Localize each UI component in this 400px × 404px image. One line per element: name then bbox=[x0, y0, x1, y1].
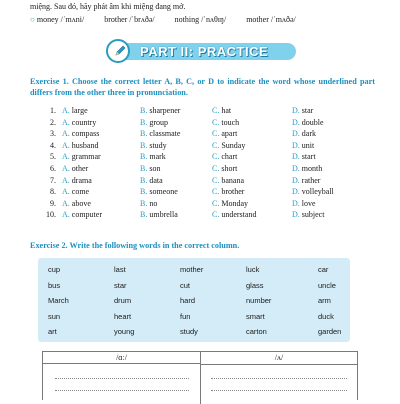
option-word: Monday bbox=[221, 198, 249, 208]
option-letter: B. bbox=[140, 152, 150, 162]
option-c[interactable] bbox=[212, 209, 256, 221]
option-word: classmate bbox=[149, 129, 181, 139]
answer-line[interactable] bbox=[55, 390, 189, 391]
example-ipa: /ˈmʌni/ bbox=[60, 15, 85, 24]
option-letter: D. bbox=[292, 140, 302, 150]
option-letter: B. bbox=[140, 129, 150, 139]
option-letter: C. bbox=[212, 152, 222, 162]
word-bank-item: March bbox=[48, 296, 69, 305]
word-bank-item: sun bbox=[48, 311, 61, 321]
option-letter: D. bbox=[292, 117, 302, 127]
question-row bbox=[40, 105, 380, 117]
word-bank-item: star bbox=[114, 280, 127, 290]
option-word: chart bbox=[221, 152, 238, 162]
question-row bbox=[40, 209, 380, 221]
option-letter: A. bbox=[62, 187, 72, 197]
word-bank-item: mother bbox=[180, 265, 204, 274]
question-number: 1. bbox=[50, 106, 56, 115]
exercise1-title: Exercise 1. Choose the correct letter A, B, C, or D to indicate the word whose underlined part differs from the other three in pronunciation. bbox=[30, 77, 375, 97]
option-letter: C. bbox=[212, 106, 222, 115]
option-c[interactable] bbox=[212, 163, 237, 175]
word-bank-item: last bbox=[114, 265, 126, 274]
option-letter: D. bbox=[292, 164, 302, 173]
question-number: 4. bbox=[50, 140, 56, 150]
word-bank-item: arm bbox=[318, 296, 331, 305]
option-a[interactable] bbox=[62, 128, 99, 140]
option-c[interactable] bbox=[212, 140, 245, 152]
option-word: drama bbox=[71, 175, 92, 185]
pencil-icon bbox=[113, 44, 127, 58]
answer-line[interactable] bbox=[211, 378, 347, 379]
word-bank-item: duck bbox=[318, 311, 334, 321]
word-bank-item: cup bbox=[48, 265, 61, 274]
option-letter: A. bbox=[62, 198, 72, 208]
option-letter: A. bbox=[62, 210, 72, 220]
option-word: study bbox=[149, 140, 167, 150]
option-letter: D. bbox=[292, 198, 302, 208]
option-word: unit bbox=[301, 140, 315, 150]
intro-example bbox=[246, 14, 296, 25]
option-letter: A. bbox=[62, 152, 72, 162]
option-word: understand bbox=[221, 210, 257, 220]
question-number: 8. bbox=[50, 187, 56, 197]
option-word: volleyball bbox=[301, 187, 334, 197]
option-a[interactable] bbox=[62, 140, 98, 152]
option-b[interactable] bbox=[140, 186, 178, 198]
example-word: money bbox=[36, 15, 59, 24]
option-letter: B. bbox=[140, 140, 150, 150]
word-bank-row bbox=[38, 263, 350, 276]
word-bank-item: young bbox=[114, 327, 135, 336]
option-c[interactable] bbox=[212, 105, 231, 117]
option-c[interactable] bbox=[212, 128, 237, 140]
option-b[interactable] bbox=[140, 151, 166, 163]
word-bank-item: study bbox=[180, 327, 198, 336]
option-letter: C. bbox=[212, 187, 222, 197]
option-letter: B. bbox=[140, 187, 150, 197]
option-letter: C. bbox=[212, 140, 222, 150]
question-row bbox=[40, 117, 380, 129]
option-letter: D. bbox=[292, 152, 302, 162]
example-word: mother bbox=[246, 15, 269, 24]
option-letter: D. bbox=[292, 210, 302, 220]
option-letter: D. bbox=[292, 175, 302, 185]
example-ipa: /ˈbrʌðə/ bbox=[129, 15, 155, 24]
question-number: 3. bbox=[50, 129, 56, 139]
banner-title: PART II: PRACTICE bbox=[140, 44, 269, 59]
option-a[interactable] bbox=[62, 186, 89, 198]
option-a[interactable] bbox=[62, 117, 96, 129]
option-letter: C. bbox=[212, 164, 222, 173]
option-c[interactable] bbox=[212, 151, 237, 163]
option-letter: C. bbox=[212, 117, 222, 127]
option-c[interactable] bbox=[212, 186, 244, 198]
word-bank-item: uncle bbox=[318, 280, 336, 290]
option-d[interactable] bbox=[292, 209, 324, 221]
question-row bbox=[40, 175, 380, 187]
option-b[interactable] bbox=[140, 163, 160, 175]
question-row bbox=[40, 163, 380, 175]
word-bank-item: carton bbox=[246, 327, 267, 336]
option-word: compass bbox=[71, 129, 100, 139]
option-letter: D. bbox=[292, 129, 302, 139]
option-word: apart bbox=[221, 129, 238, 139]
example-word: nothing bbox=[174, 15, 200, 24]
option-word: love bbox=[301, 198, 316, 208]
question-row bbox=[40, 151, 380, 163]
option-word: start bbox=[301, 152, 316, 162]
word-bank-row bbox=[38, 325, 350, 338]
option-letter: A. bbox=[62, 129, 72, 139]
word-bank-item: hard bbox=[180, 296, 196, 305]
word-bank-item: art bbox=[48, 327, 57, 336]
example-ipa: /ˈnʌθɪŋ/ bbox=[201, 15, 227, 24]
option-word: above bbox=[71, 198, 91, 208]
option-letter: A. bbox=[62, 164, 72, 173]
intro-example bbox=[104, 14, 154, 25]
intro-text: miệng. Sau đó, hãy phát âm khi miệng đang mở. bbox=[30, 2, 186, 11]
word-bank bbox=[38, 258, 350, 342]
option-word: subject bbox=[301, 210, 325, 220]
option-c[interactable] bbox=[212, 175, 244, 187]
option-c[interactable] bbox=[212, 198, 248, 210]
word-bank-item: drum bbox=[114, 296, 132, 305]
option-word: double bbox=[301, 117, 324, 127]
intro-examples bbox=[30, 14, 314, 25]
option-c[interactable] bbox=[212, 117, 239, 129]
question-row bbox=[40, 186, 380, 198]
option-d[interactable] bbox=[292, 186, 334, 198]
word-bank-item: glass bbox=[246, 280, 264, 290]
option-d[interactable] bbox=[292, 105, 313, 117]
example-ipa: /ˈmʌðə/ bbox=[270, 15, 296, 24]
option-a[interactable] bbox=[62, 163, 88, 175]
question-number: 6. bbox=[50, 164, 56, 173]
option-letter: A. bbox=[62, 106, 72, 115]
option-word: no bbox=[149, 198, 158, 208]
option-word: someone bbox=[149, 187, 178, 197]
option-word: banana bbox=[221, 175, 244, 185]
option-letter: B. bbox=[140, 117, 150, 127]
banner-icon-circle bbox=[106, 39, 130, 63]
option-a[interactable] bbox=[62, 198, 91, 210]
option-letter: A. bbox=[62, 117, 72, 127]
answer-line[interactable] bbox=[55, 378, 189, 379]
option-word: country bbox=[71, 117, 97, 127]
option-d[interactable] bbox=[292, 198, 316, 210]
option-a[interactable] bbox=[62, 105, 88, 117]
option-word: son bbox=[149, 164, 161, 173]
option-b[interactable] bbox=[140, 105, 180, 117]
option-word: touch bbox=[221, 117, 240, 127]
bullet-icon: ○ bbox=[30, 15, 35, 24]
option-word: grammar bbox=[71, 152, 101, 162]
question-number: 7. bbox=[50, 175, 56, 185]
question-row bbox=[40, 128, 380, 140]
option-d[interactable] bbox=[292, 128, 316, 140]
option-b[interactable] bbox=[140, 198, 157, 210]
option-word: data bbox=[149, 175, 163, 185]
section-banner bbox=[106, 40, 302, 62]
question-number: 10. bbox=[46, 210, 56, 220]
question-number: 5. bbox=[50, 152, 56, 162]
option-word: rather bbox=[301, 175, 321, 185]
option-letter: D. bbox=[292, 106, 302, 115]
option-letter: C. bbox=[212, 210, 222, 220]
option-b[interactable] bbox=[140, 117, 168, 129]
option-word: short bbox=[221, 164, 238, 173]
column-divider bbox=[200, 364, 201, 404]
option-b[interactable] bbox=[140, 128, 180, 140]
option-word: dark bbox=[301, 129, 316, 139]
option-letter: B. bbox=[140, 198, 150, 208]
word-bank-row bbox=[38, 279, 350, 292]
option-letter: B. bbox=[140, 175, 150, 185]
option-word: come bbox=[71, 187, 90, 197]
option-b[interactable] bbox=[140, 209, 178, 221]
option-letter: C. bbox=[212, 175, 222, 185]
option-word: husband bbox=[71, 140, 99, 150]
answer-table bbox=[42, 351, 358, 400]
option-b[interactable] bbox=[140, 175, 163, 187]
option-a[interactable] bbox=[62, 151, 101, 163]
question-number: 2. bbox=[50, 117, 56, 127]
option-letter: B. bbox=[140, 106, 150, 115]
column-header-aa: /ɑː/ bbox=[43, 352, 201, 364]
word-bank-row bbox=[38, 294, 350, 307]
option-word: month bbox=[301, 164, 323, 173]
option-d[interactable] bbox=[292, 175, 320, 187]
option-a[interactable] bbox=[62, 209, 102, 221]
option-letter: A. bbox=[62, 175, 72, 185]
option-word: computer bbox=[71, 210, 102, 220]
option-word: umbrella bbox=[149, 210, 178, 220]
option-letter: A. bbox=[62, 140, 72, 150]
option-letter: B. bbox=[140, 164, 150, 173]
option-b[interactable] bbox=[140, 140, 167, 152]
option-letter: B. bbox=[140, 210, 150, 220]
option-word: mark bbox=[149, 152, 166, 162]
option-a[interactable] bbox=[62, 175, 92, 187]
word-bank-item: heart bbox=[114, 311, 132, 321]
option-word: Sunday bbox=[221, 140, 246, 150]
word-bank-item: garden bbox=[318, 327, 342, 336]
word-bank-item: car bbox=[318, 265, 329, 274]
option-d[interactable] bbox=[292, 163, 322, 175]
word-bank-item: luck bbox=[246, 265, 260, 274]
question-row bbox=[40, 198, 380, 210]
word-bank-item: bus bbox=[48, 280, 61, 290]
word-bank-item: number bbox=[246, 296, 272, 305]
word-bank-item: smart bbox=[246, 311, 265, 321]
column-header-uh: /ʌ/ bbox=[201, 352, 357, 365]
option-letter: C. bbox=[212, 198, 222, 208]
option-d[interactable] bbox=[292, 151, 316, 163]
option-letter: D. bbox=[292, 187, 302, 197]
option-word: hat bbox=[221, 106, 232, 115]
word-bank-item: fun bbox=[180, 311, 191, 321]
answer-line[interactable] bbox=[211, 390, 347, 391]
question-number: 9. bbox=[50, 198, 56, 208]
intro-example bbox=[30, 14, 84, 25]
example-word: brother bbox=[104, 15, 128, 24]
option-d[interactable] bbox=[292, 140, 314, 152]
word-bank-item: cut bbox=[180, 280, 191, 290]
option-word: large bbox=[71, 106, 88, 115]
option-letter: C. bbox=[212, 129, 222, 139]
exercise2-title: Exercise 2. Write the following words in the correct column. bbox=[30, 241, 240, 250]
question-row bbox=[40, 140, 380, 152]
option-word: other bbox=[71, 164, 89, 173]
option-word: sharpener bbox=[149, 106, 181, 115]
intro-example bbox=[175, 14, 227, 25]
option-d[interactable] bbox=[292, 117, 324, 129]
option-word: group bbox=[149, 117, 169, 127]
option-word: star bbox=[301, 106, 314, 115]
option-word: brother bbox=[221, 187, 245, 197]
word-bank-row bbox=[38, 310, 350, 323]
